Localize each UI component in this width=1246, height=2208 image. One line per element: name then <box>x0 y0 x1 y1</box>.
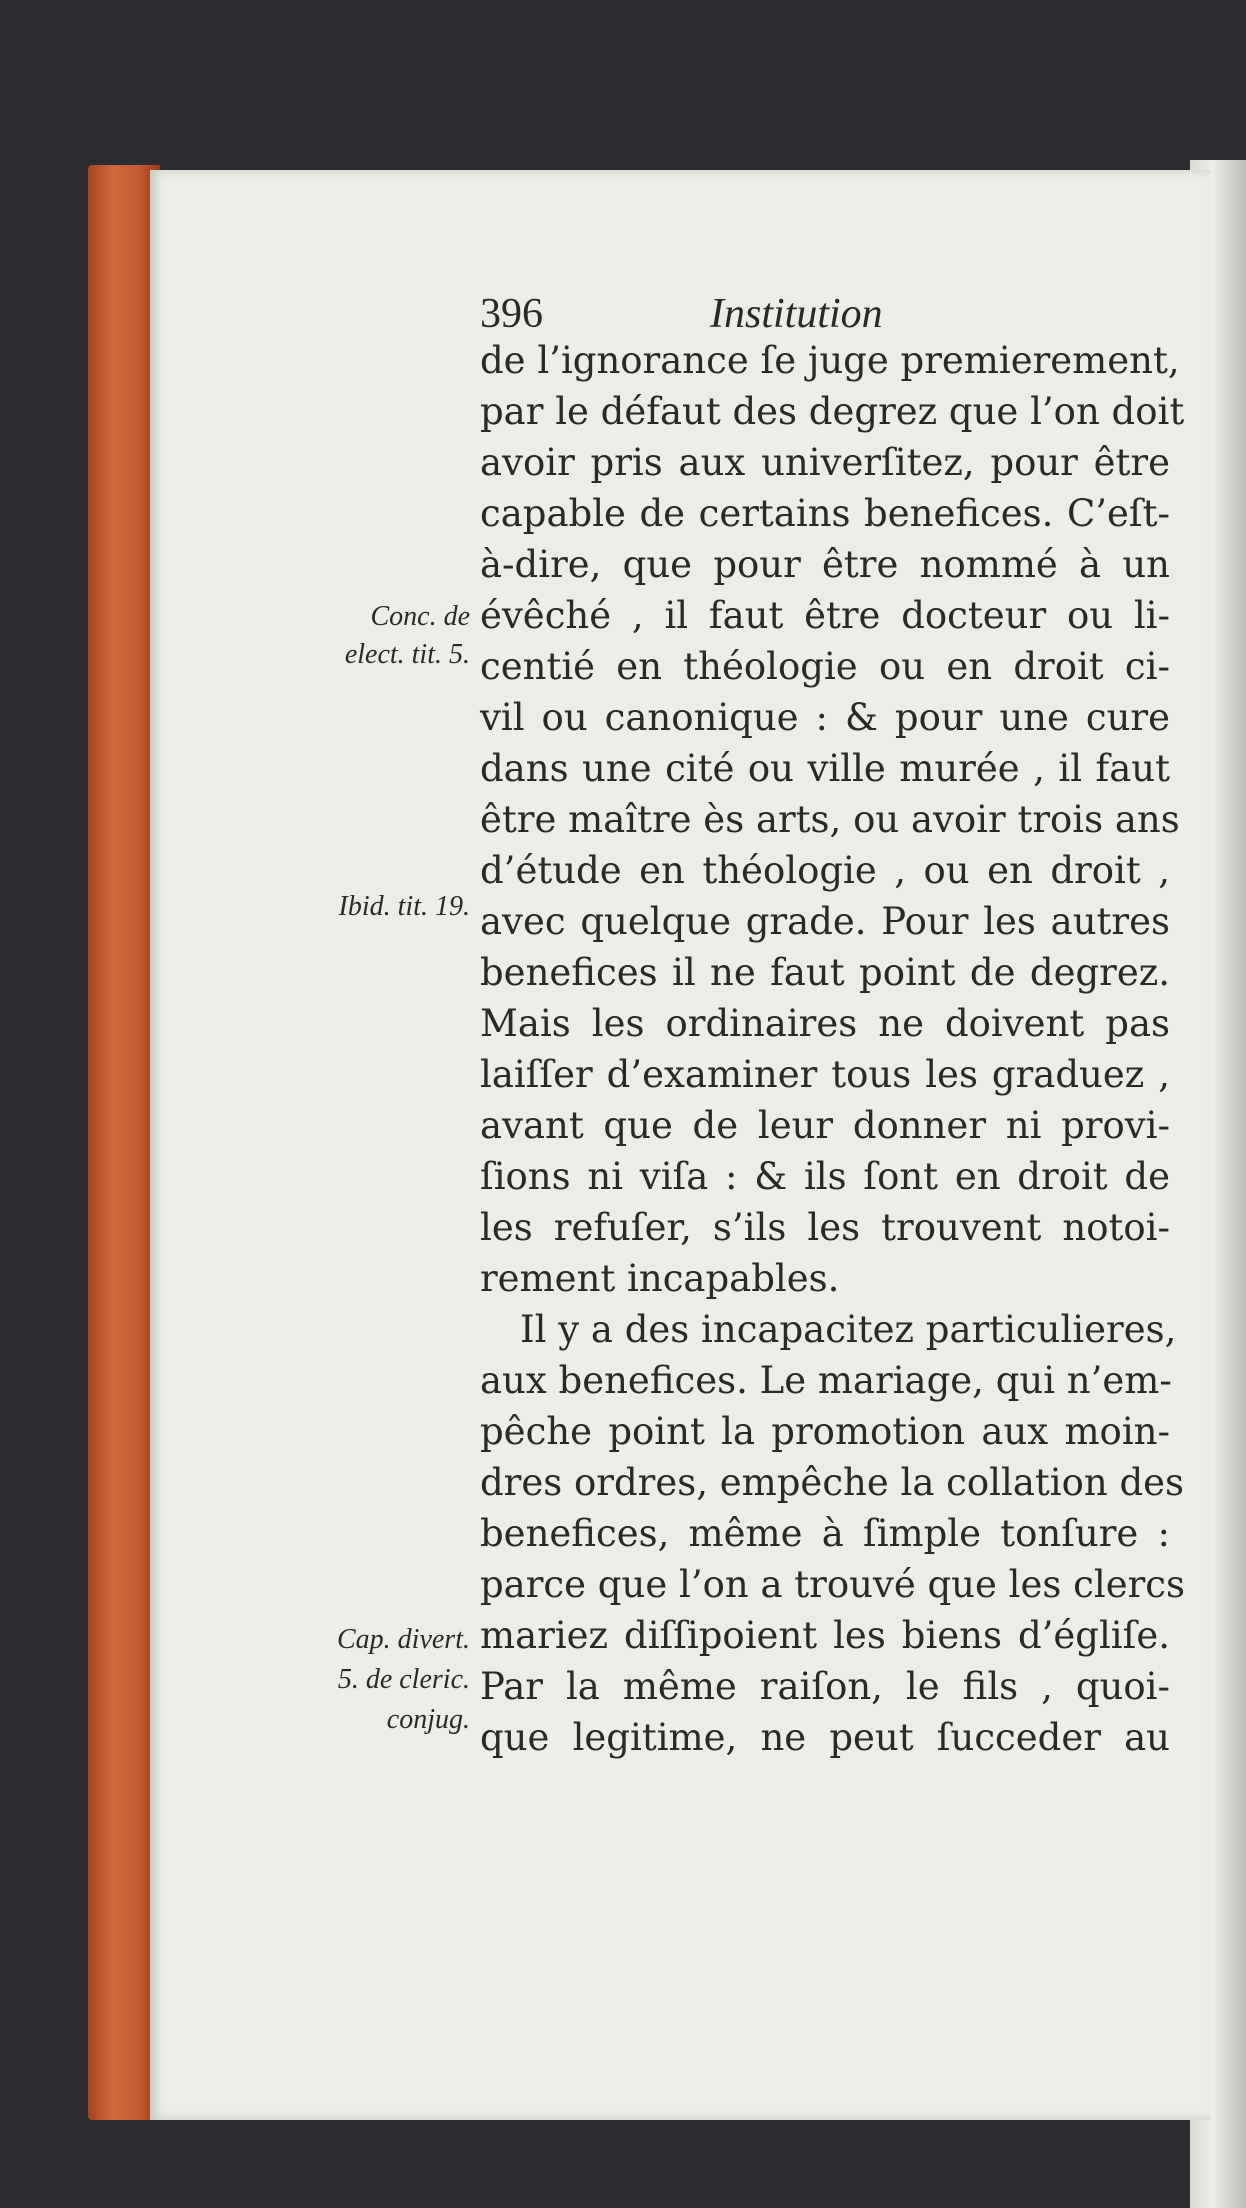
text-line: rement incapables. <box>480 1257 840 1300</box>
text-line: aux benefices. Le mariage, qui n’em- <box>480 1359 1172 1402</box>
text-line: de l’ignorance ſe juge premierement, <box>480 339 1180 382</box>
text-line: d’étude en théologie , ou en droit , <box>480 849 1170 892</box>
text-line: Il y a des incapacitez particulieres, <box>520 1308 1177 1351</box>
text-line: avoir pris aux univerſitez, pour être <box>480 441 1170 484</box>
text-line: avant que de leur donner ni provi- <box>480 1104 1170 1147</box>
text-line: dans une cité ou ville murée , il faut <box>480 747 1170 790</box>
text-line: ſions ni viſa : & ils ſont en droit de <box>480 1155 1170 1198</box>
margin-note-line: Ibid. tit. 19. <box>338 891 470 922</box>
book-page <box>150 170 1210 2120</box>
body-text <box>480 335 1185 1763</box>
text-line: centié en théologie ou en droit ci- <box>480 645 1170 688</box>
margin-note-line: conjug. <box>386 1704 470 1735</box>
text-line: benefices, même à ſimple tonſure : <box>480 1512 1170 1555</box>
text-line: capable de certains benefices. C’eſt- <box>480 492 1170 535</box>
text-line: avec quelque grade. Pour les autres <box>480 900 1170 943</box>
text-line: mariez diſſipoient les biens d’égliſe. <box>480 1614 1170 1657</box>
text-line: par le défaut des degrez que l’on doit <box>480 390 1185 433</box>
text-line: benefices il ne faut point de degrez. <box>480 951 1170 994</box>
text-line: évêché , il faut être docteur ou li- <box>480 594 1170 637</box>
margin-note-line: Cap. divert. <box>337 1624 470 1655</box>
text-line: vil ou canonique : & pour une cure <box>480 696 1170 739</box>
text-line: parce que l’on a trouvé que les clercs <box>480 1563 1185 1606</box>
text-line: être maître ès arts, ou avoir trois ans <box>480 798 1180 841</box>
margin-note <box>280 1620 470 1740</box>
text-line: Par la même raiſon, le fils , quoi- <box>480 1665 1170 1708</box>
margin-note <box>280 598 470 674</box>
text-line: les refuſer, s’ils les trouvent notoi- <box>480 1206 1170 1249</box>
text-line: Mais les ordinaires ne doivent pas <box>480 1002 1170 1045</box>
text-line: laiſſer d’examiner tous les graduez , <box>480 1053 1170 1096</box>
running-head: Institution <box>710 291 883 337</box>
text-line: que legitime, ne peut ſucceder au <box>480 1716 1170 1759</box>
margin-note-line: elect. tit. 5. <box>344 639 470 670</box>
text-line: pêche point la promotion aux moin- <box>480 1410 1170 1453</box>
margin-note <box>280 888 470 926</box>
text-line: dres ordres, empêche la collation des <box>480 1461 1185 1504</box>
page-number: 396 <box>480 291 543 337</box>
margin-note-line: Conc. de <box>370 601 470 632</box>
margin-note-line: 5. de cleric. <box>337 1664 470 1695</box>
text-line: à-dire, que pour être nommé à un <box>480 543 1170 586</box>
